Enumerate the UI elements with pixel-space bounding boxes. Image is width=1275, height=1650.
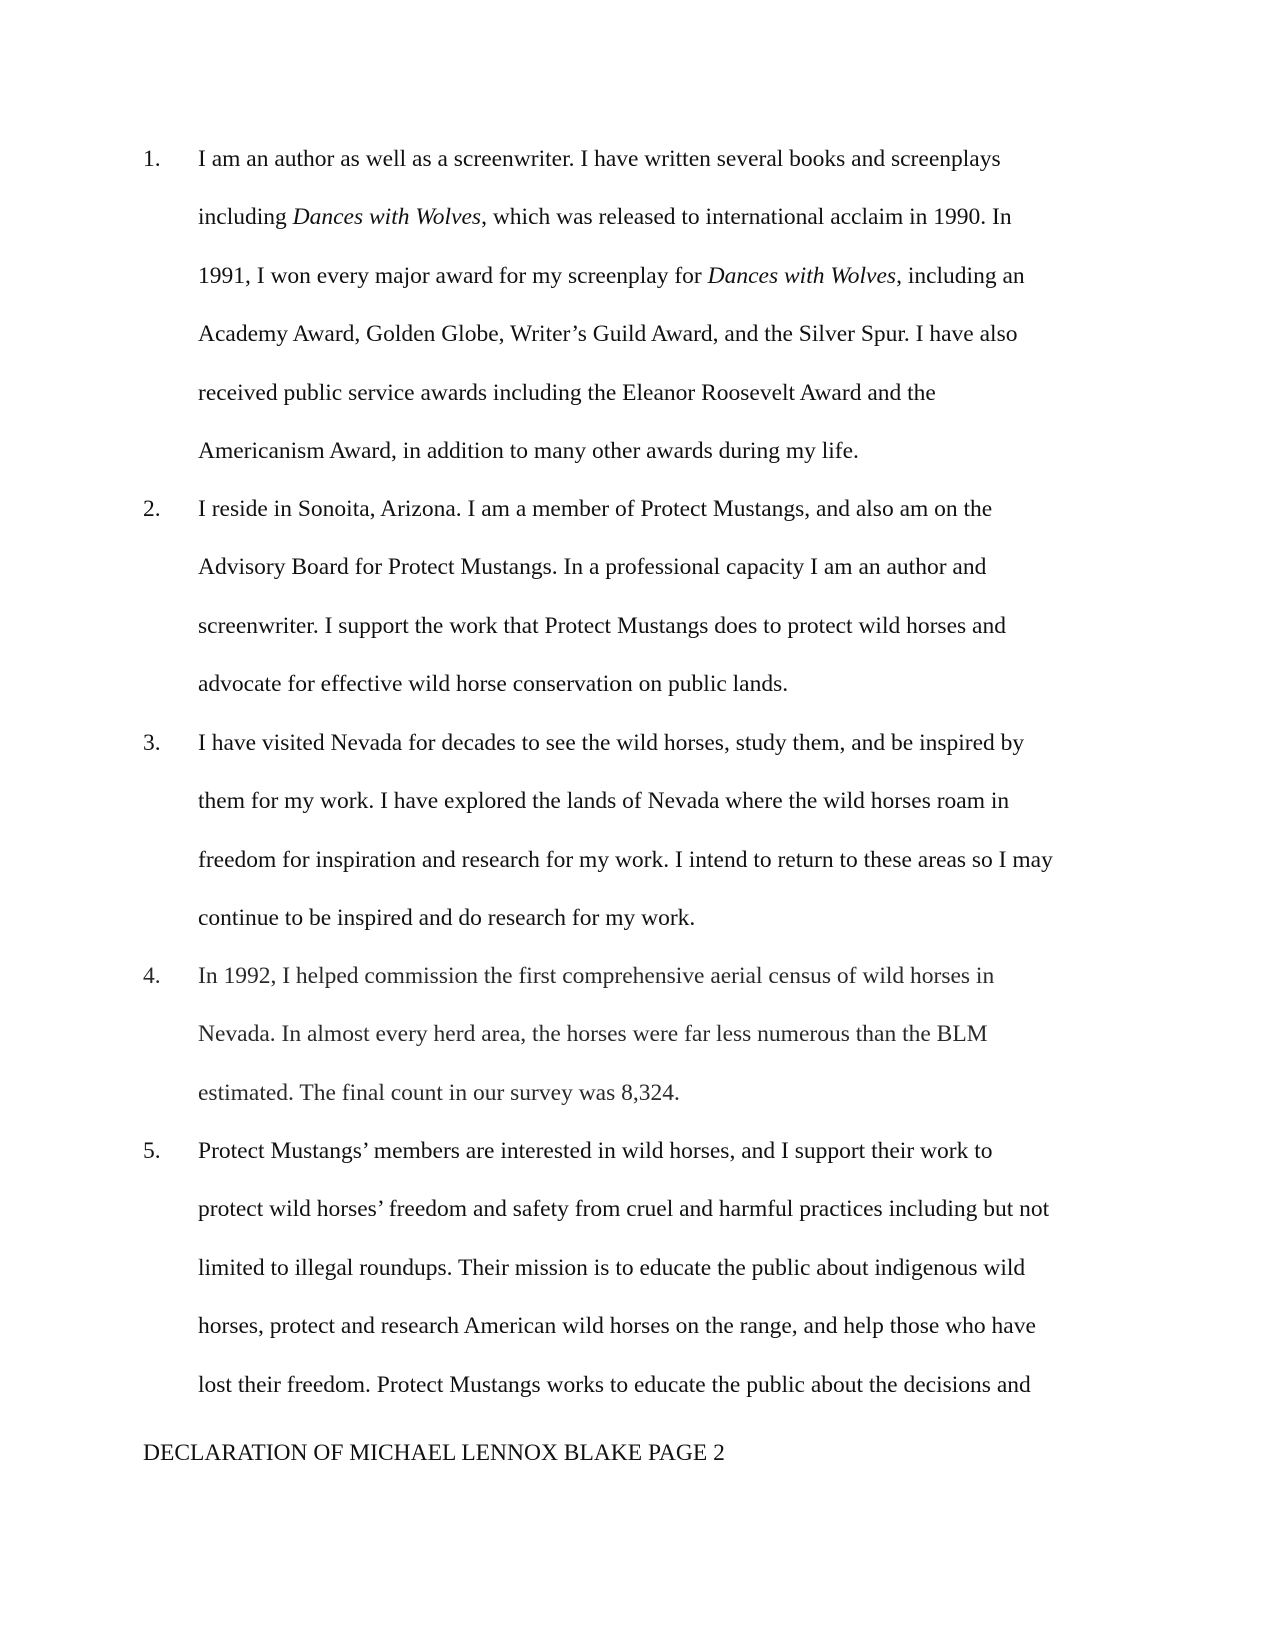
- text-line: them for my work. I have explored the lands of Nevada where the wild horses roam in: [198, 788, 1010, 815]
- text-line: I reside in Sonoita, Arizona. I am a member of Protect Mustangs, and also am on the: [198, 496, 993, 522]
- text-line: I have visited Nevada for decades to see the wild horses, study them, and be inspired by: [198, 730, 1025, 756]
- text-line: received public service awards including the Eleanor Roosevelt Award and the: [198, 379, 936, 406]
- text-line: Academy Award, Golden Globe, Writer’s Guild Award, and the Silver Spur. I have also: [198, 321, 1018, 348]
- paragraph-number: 5.: [143, 1138, 161, 1164]
- text-line: continue to be inspired and do research for my work.: [198, 905, 696, 932]
- paragraph-number: 3.: [143, 730, 161, 756]
- text-line: Advisory Board for Protect Mustangs. In a professional capacity I am an author and: [198, 554, 987, 581]
- paragraph-body: [198, 947, 1098, 1122]
- work-title: Dances with Wolves: [707, 262, 897, 289]
- text-line: screenwriter. I support the work that Protect Mustangs does to protect wild horses and: [198, 612, 1006, 639]
- text-line: advocate for effective wild horse conservation on public lands.: [198, 671, 789, 698]
- paragraph-number: 4.: [143, 963, 161, 989]
- text-line: lost their freedom. Protect Mustangs works to educate the public about the decisions and: [198, 1371, 1031, 1398]
- text-line: freedom for inspiration and research for my work. I intend to return to these areas so I may: [198, 846, 1053, 873]
- text-line: In 1992, I helped commission the first comprehensive aerial census of wild horses in: [198, 963, 995, 989]
- work-title: Dances with Wolves: [292, 204, 482, 231]
- text-line: estimated. The final count in our survey was 8,324.: [198, 1079, 680, 1106]
- paragraph-body: [198, 714, 1098, 948]
- page-footer: DECLARATION OF MICHAEL LENNOX BLAKE PAGE 2: [143, 1440, 725, 1466]
- text-line: protect wild horses’ freedom and safety from cruel and harmful practices including but not: [198, 1196, 1050, 1223]
- text-line: horses, protect and research American wild horses on the range, and help those who have: [198, 1313, 1036, 1340]
- paragraph-body: [198, 1122, 1098, 1414]
- text-line: including Dances with Wolves, which was released to international acclaim in 1990. In: [198, 204, 1012, 231]
- paragraph-number: 2.: [143, 496, 161, 522]
- text-line: Americanism Award, in addition to many other awards during my life.: [198, 438, 859, 465]
- text-line: Nevada. In almost every herd area, the horses were far less numerous than the BLM: [198, 1021, 988, 1048]
- paragraph-number: 1.: [143, 146, 161, 172]
- text-line: 1991, I won every major award for my screenplay for Dances with Wolves, including an: [198, 262, 1025, 289]
- text-line: Protect Mustangs’ members are interested in wild horses, and I support their work to: [198, 1138, 993, 1164]
- paragraph-body: [198, 130, 1098, 480]
- text-line: I am an author as well as a screenwriter. I have written several books and screenplays: [198, 146, 1001, 172]
- text-line: limited to illegal roundups. Their mission is to educate the public about indigenous wild: [198, 1254, 1026, 1281]
- paragraph-body: [198, 480, 1098, 714]
